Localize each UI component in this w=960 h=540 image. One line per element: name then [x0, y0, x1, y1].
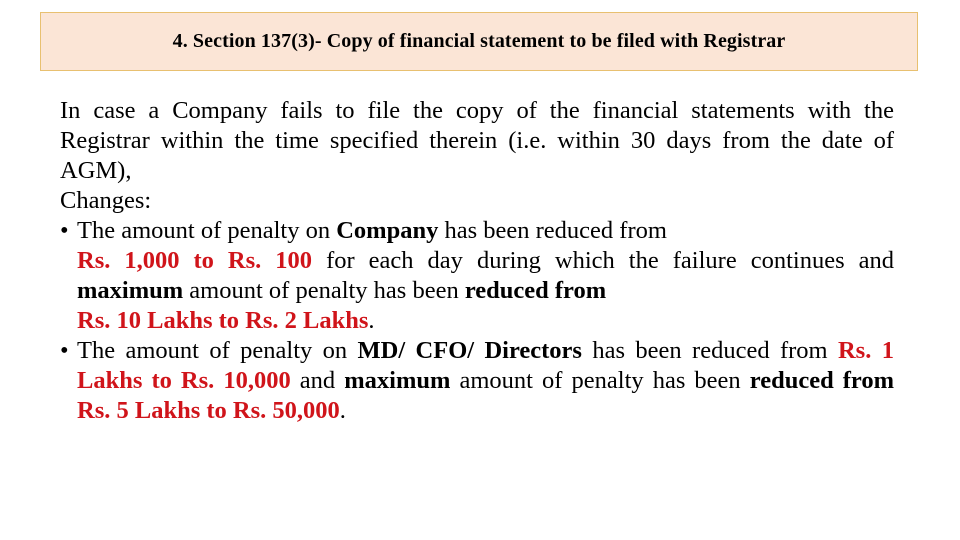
- bullet2-period: .: [339, 397, 346, 424]
- bullet2-reduced-from: reduced from: [749, 367, 895, 394]
- bullet1-maximum: maximum: [77, 277, 184, 304]
- bullet2-max-penalty: Rs. 5 Lakhs to Rs. 50,000: [77, 397, 340, 424]
- slide-body: [60, 96, 894, 426]
- bullet1-reduced-from: reduced from: [464, 277, 607, 304]
- bullet2-text-4: amount of penalty has been: [450, 367, 750, 394]
- slide-title: 4. Section 137(3)- Copy of financial statement to be filed with Registrar: [172, 30, 786, 52]
- bullet2-maximum: maximum: [344, 367, 451, 394]
- bullet1-company: Company: [336, 217, 439, 244]
- slide-title-box: [40, 12, 918, 71]
- bullet1-text-4: amount of penalty has been: [183, 277, 465, 304]
- bullet2-text-1: The amount of penalty on: [77, 337, 358, 364]
- bullet2-text-3: and: [290, 367, 345, 394]
- bullet1-max-penalty: Rs. 10 Lakhs to Rs. 2 Lakhs: [77, 307, 369, 334]
- bullet2-penalty-change: Rs. 1 Lakhs to Rs. 10,000: [77, 337, 894, 394]
- bullet2-text-2: has been reduced from: [581, 337, 838, 364]
- bullet-dot: •: [60, 337, 69, 364]
- bullet1-period: .: [368, 307, 375, 334]
- bullet1-text-2: has been reduced from: [438, 217, 667, 244]
- bullet1-text-1: The amount of penalty on: [77, 217, 337, 244]
- bullet1-text-3: for each day during which the failure continues and: [312, 247, 894, 274]
- bullet1-daily-penalty: Rs. 1,000 to Rs. 100: [77, 247, 313, 274]
- bullet-item-officers: [60, 336, 894, 426]
- bullet-dot: •: [60, 217, 69, 244]
- bullet2-officers: MD/ CFO/ Directors: [357, 337, 582, 364]
- changes-label: Changes:: [60, 187, 152, 214]
- intro-paragraph: In case a Company fails to file the copy of the financial statements with the Registrar within the time specified therein (i.e. within 30 days from the date of AGM),: [60, 97, 894, 184]
- bullet-item-company: [60, 216, 894, 336]
